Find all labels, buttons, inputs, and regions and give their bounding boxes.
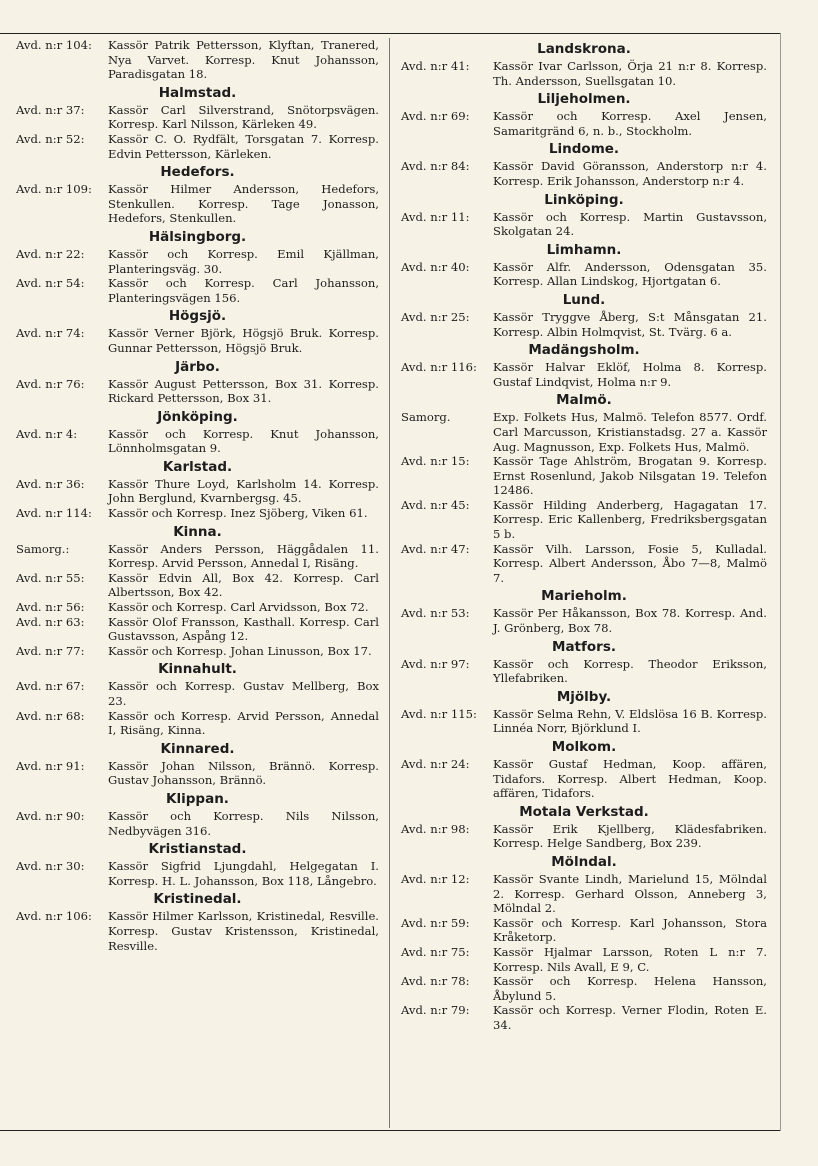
branch-contacts: Kassör Halvar Eklöf, Holma 8. Korresp. Gustaf Lindqvist, Holma n:r 9. <box>493 360 767 389</box>
branch-contacts: Kassör Selma Rehn, V. Eldslösa 16 B. Korresp. Linnéa Norr, Björklund I. <box>493 706 767 736</box>
branch-entry <box>16 182 379 226</box>
branch-label: Avd. n:r 24: <box>401 757 470 771</box>
town-heading: Lindome. <box>548 141 620 158</box>
branch-contacts: Kassör Thure Loyd, Karlsholm 14. Korresp. John Berglund, Kvarnbergsg. 45. <box>108 476 379 506</box>
town-heading: Limhamn. <box>546 241 622 258</box>
branch-label: Avd. n:r 53: <box>401 606 470 621</box>
branch-contacts: Kassör och Korresp. Axel Jensen, Samaritgränd 6, n. b., Stockholm. <box>493 109 767 138</box>
town-heading: Hedefors. <box>160 164 235 181</box>
town-heading: Linköping. <box>544 191 624 208</box>
branch-label: Avd. n:r 68: <box>16 708 85 723</box>
branch-contacts: Kassör Tage Ahlström, Brogatan 9. Korresp. Ernst Rosenlund, Jakob Nilsgatan 19. Telefon 12486. <box>493 454 767 498</box>
town-heading: Mölndal. <box>551 853 617 870</box>
branch-label: Avd. n:r 79: <box>401 1003 470 1018</box>
branch-contacts: Kassör Patrik Pettersson, Klyftan, Tranered, Nya Varvet. Korresp. Knut Johansson, Paradisgatan 18. <box>108 38 379 82</box>
branch-contacts: Kassör August Pettersson, Box 31. Korresp. Rickard Pettersson, Box 31. <box>108 376 379 406</box>
branch-entry <box>401 657 767 686</box>
branch-entry <box>401 542 767 586</box>
branch-contacts: Kassör och Korresp. Martin Gustavsson, Skolgatan 24. <box>493 209 767 239</box>
branch-entry <box>401 159 767 188</box>
branch-label: Samorg. <box>401 410 451 425</box>
branch-entry <box>401 59 767 88</box>
branch-label: Avd. n:r 54: <box>16 276 85 291</box>
branch-contacts: Kassör och Korresp. Knut Johansson, Lönnholmsgatan 9. <box>108 426 379 456</box>
branch-label: Avd. n:r 30: <box>16 859 85 874</box>
branch-entry <box>401 498 767 542</box>
branch-label: Avd. n:r 4: <box>16 426 78 441</box>
town-heading: Liljeholmen. <box>537 91 631 108</box>
branch-contacts: Kassör Vilh. Larsson, Fosie 5, Kulladal. Korresp. Albert Andersson, Åbo 7—8, Malmö 7. <box>493 541 767 585</box>
town-heading: Motala Verkstad. <box>519 803 649 820</box>
town-heading: Mjölby. <box>556 688 612 705</box>
branch-entry <box>401 410 767 454</box>
branch-label: Avd. n:r 52: <box>16 131 85 146</box>
branch-entry <box>16 276 379 305</box>
branch-label: Avd. n:r 78: <box>401 974 470 989</box>
branch-entry <box>401 872 767 916</box>
town-heading: Hälsingborg. <box>148 228 247 245</box>
branch-entry <box>16 38 379 82</box>
branch-contacts: Kassör C. O. Rydfält, Torsgatan 7. Korresp. Edvin Pettersson, Kärleken. <box>108 131 379 161</box>
branch-entry <box>401 916 767 945</box>
town-heading: Järbo. <box>175 358 220 375</box>
branch-contacts: Kassör Hjalmar Larsson, Roten L n:r 7. Korresp. Nils Avall, E 9, C. <box>493 944 767 974</box>
branch-label: Avd. n:r 76: <box>16 376 85 391</box>
branch-contacts: Kassör Edvin All, Box 42. Korresp. Carl Albertsson, Box 42. <box>108 570 379 600</box>
branch-contacts: Kassör och Korresp. Inez Sjöberg, Viken 61. <box>108 506 368 521</box>
branch-contacts: Kassör Hilding Anderberg, Hagagatan 17. Korresp. Eric Kallenberg, Fredriksbergsgatan 5 b. <box>493 497 767 542</box>
town-heading: Malmö. <box>556 392 612 409</box>
branch-entry <box>401 1003 767 1032</box>
branch-contacts: Kassör Carl Silverstrand, Snötorpsvägen. Korresp. Karl Nilsson, Kärleken 49. <box>108 102 379 132</box>
branch-entry <box>401 974 767 1003</box>
branch-label: Avd. n:r 106: <box>16 909 92 924</box>
branch-contacts: Kassör Alfr. Andersson, Odensgatan 35. Korresp. Allan Lindskog, Hjortgatan 6. <box>493 259 767 289</box>
town-heading: Molkom. <box>551 739 617 755</box>
branch-label: Avd. n:r 67: <box>16 679 85 694</box>
branch-entry <box>401 109 767 138</box>
town-heading: Klippan. <box>166 790 229 807</box>
left-column <box>16 38 379 953</box>
branch-entry <box>401 707 767 736</box>
branch-contacts: Kassör och Korresp. Emil Kjällman, Planteringsväg. 30. <box>108 246 379 276</box>
branch-label: Avd. n:r 90: <box>16 808 85 823</box>
town-heading: Matfors. <box>552 638 616 655</box>
branch-label: Avd. n:r 59: <box>401 915 470 930</box>
branch-label: Avd. n:r 69: <box>401 109 470 124</box>
branch-label: Avd. n:r 25: <box>401 309 470 324</box>
branch-entry <box>16 759 379 788</box>
branch-entry <box>16 326 379 355</box>
branch-entry <box>16 859 379 888</box>
branch-label: Avd. n:r 12: <box>401 871 470 886</box>
branch-entry <box>401 606 767 635</box>
branch-entry <box>16 132 379 161</box>
branch-label: Avd. n:r 98: <box>401 821 470 836</box>
town-heading: Marieholm. <box>541 588 627 605</box>
branch-entry <box>401 310 767 339</box>
branch-label: Avd. n:r 116: <box>401 360 477 375</box>
branch-contacts: Kassör och Korresp. Johan Linusson, Box 17. <box>108 643 372 658</box>
branch-contacts: Kassör Olof Fransson, Kasthall. Korresp. Carl Gustavsson, Aspång 12. <box>108 614 379 644</box>
branch-entry <box>401 945 767 974</box>
branch-contacts: Kassör och Korresp. Arvid Persson, Annedal I, Risäng, Kinna. <box>108 708 379 738</box>
branch-label: Avd. n:r 97: <box>401 656 470 671</box>
branch-label: Avd. n:r 56: <box>16 600 85 615</box>
right-border <box>780 33 781 1131</box>
branch-entry <box>16 103 379 132</box>
branch-entry <box>16 644 379 659</box>
branch-contacts: Kassör Sigfrid Ljungdahl, Helgegatan I. Korresp. H. L. Johansson, Box 118, Långebro. <box>108 859 379 888</box>
branch-entry <box>16 709 379 738</box>
branch-contacts: Kassör Hilmer Karlsson, Kristinedal, Resville. Korresp. Gustav Kristensson, Kristinedal, Resville. <box>108 909 379 953</box>
branch-entry <box>401 260 767 289</box>
town-heading: Karlstad. <box>162 458 233 475</box>
branch-contacts: Kassör Gustaf Hedman, Koop. affären, Tidafors. Korresp. Albert Hedman, Koop. affären, Tidafors. <box>493 757 767 801</box>
branch-label: Avd. n:r 55: <box>16 570 85 585</box>
branch-label: Avd. n:r 84: <box>401 159 470 174</box>
branch-label: Avd. n:r 22: <box>16 246 85 261</box>
branch-contacts: Kassör Anders Persson, Häggådalen 11. Korresp. Arvid Persson, Annedal I, Risäng. <box>108 541 379 571</box>
town-heading: Kinna. <box>173 523 222 540</box>
town-heading: Högsjö. <box>168 308 227 325</box>
right-column <box>401 38 767 1033</box>
town-heading: Kristianstad. <box>148 841 247 858</box>
branch-contacts: Kassör och Korresp. Gustav Mellberg, Box 23. <box>108 679 379 708</box>
branch-entry <box>16 247 379 276</box>
town-heading: Madängsholm. <box>528 342 640 359</box>
branch-entry <box>401 822 767 851</box>
town-heading: Kinnared. <box>160 740 235 757</box>
branch-contacts: Kassör och Korresp. Helena Hansson, Åbylund 5. <box>493 974 767 1003</box>
branch-label: Avd. n:r 63: <box>16 614 85 629</box>
branch-label: Avd. n:r 41: <box>401 59 470 73</box>
branch-contacts: Kassör och Korresp. Carl Arvidsson, Box 72. <box>108 600 369 615</box>
branch-contacts: Kassör och Korresp. Verner Flodin, Roten E. 34. <box>493 1003 767 1032</box>
branch-contacts: Kassör Per Håkansson, Box 78. Korresp. And. J. Grönberg, Box 78. <box>493 606 767 636</box>
branch-entry <box>16 377 379 406</box>
branch-entry <box>16 600 379 615</box>
branch-label: Avd. n:r 104: <box>16 38 92 52</box>
branch-entry <box>16 427 379 456</box>
branch-contacts: Kassör och Korresp. Karl Johansson, Stora Kråketorp. <box>493 915 767 945</box>
branch-label: Avd. n:r 114: <box>16 506 92 521</box>
branch-contacts: Kassör Johan Nilsson, Brännö. Korresp. Gustav Johansson, Brännö. <box>108 758 379 788</box>
branch-entry <box>401 360 767 389</box>
town-heading: Lund. <box>562 291 606 308</box>
branch-entry <box>16 909 379 953</box>
branch-contacts: Kassör Verner Björk, Högsjö Bruk. Korresp. Gunnar Pettersson, Högsjö Bruk. <box>108 326 379 355</box>
branch-entry <box>16 571 379 600</box>
branch-contacts: Kassör Svante Lindh, Marielund 15, Mölndal 2. Korresp. Gerhard Olsson, Anneberg 3, Mölndal 2. <box>493 871 767 916</box>
branch-label: Avd. n:r 74: <box>16 326 85 341</box>
town-heading: Kristinedal. <box>153 891 242 908</box>
branch-contacts: Kassör och Korresp. Theodor Eriksson, Yllefabriken. <box>493 656 767 686</box>
branch-entry <box>16 679 379 708</box>
town-heading: Kinnahult. <box>158 661 237 678</box>
branch-label: Avd. n:r 40: <box>401 259 470 274</box>
branch-contacts: Kassör Tryggve Åberg, S:t Månsgatan 21. Korresp. Albin Holmqvist, St. Tvärg. 6 a. <box>493 309 767 339</box>
branch-entry <box>16 809 379 838</box>
branch-entry <box>401 454 767 498</box>
branch-label: Avd. n:r 91: <box>16 758 85 773</box>
branch-label: Avd. n:r 109: <box>16 182 92 197</box>
branch-label: Avd. n:r 45: <box>401 497 470 512</box>
top-rule <box>0 33 780 34</box>
branch-entry <box>16 542 379 571</box>
branch-label: Avd. n:r 115: <box>401 706 477 721</box>
bottom-rule <box>0 1130 780 1131</box>
branch-label: Avd. n:r 75: <box>401 944 470 959</box>
branch-label: Samorg.: <box>16 541 70 556</box>
branch-contacts: Kassör Erik Kjellberg, Klädesfabriken. Korresp. Helge Sandberg, Box 239. <box>493 821 767 851</box>
branch-label: Avd. n:r 77: <box>16 643 85 658</box>
branch-label: Avd. n:r 11: <box>401 209 470 224</box>
branch-contacts: Kassör Ivar Carlsson, Örja 21 n:r 8. Korresp. Th. Andersson, Suellsgatan 10. <box>493 59 767 88</box>
branch-contacts: Kassör och Korresp. Nils Nilsson, Nedbyvägen 316. <box>108 808 379 838</box>
branch-entry <box>401 210 767 239</box>
branch-entry <box>16 506 379 521</box>
branch-entry <box>16 477 379 506</box>
branch-contacts: Kassör och Korresp. Carl Johansson, Planteringsvägen 156. <box>108 276 379 305</box>
town-heading: Landskrona. <box>537 41 631 57</box>
town-heading: Jönköping. <box>157 408 238 425</box>
branch-contacts: Kassör David Göransson, Anderstorp n:r 4. Korresp. Erik Johansson, Anderstorp n:r 4. <box>493 159 767 188</box>
branch-label: Avd. n:r 47: <box>401 541 470 556</box>
column-divider <box>389 38 390 1128</box>
branch-entry <box>401 757 767 801</box>
branch-contacts: Kassör Hilmer Andersson, Hedefors, Stenkullen. Korresp. Tage Jonasson, Hedefors, Stenkullen. <box>108 182 379 226</box>
branch-label: Avd. n:r 36: <box>16 476 85 491</box>
branch-label: Avd. n:r 37: <box>16 102 85 117</box>
town-heading: Halmstad. <box>158 84 237 101</box>
branch-label: Avd. n:r 15: <box>401 454 470 469</box>
branch-entry <box>16 615 379 644</box>
branch-contacts: Exp. Folkets Hus, Malmö. Telefon 8577. Ordf. Carl Marcusson, Kristianstadsg. 27 a. Kassör Aug. Magnusson, Exp. Folkets Hus, Malmö. <box>493 410 767 454</box>
